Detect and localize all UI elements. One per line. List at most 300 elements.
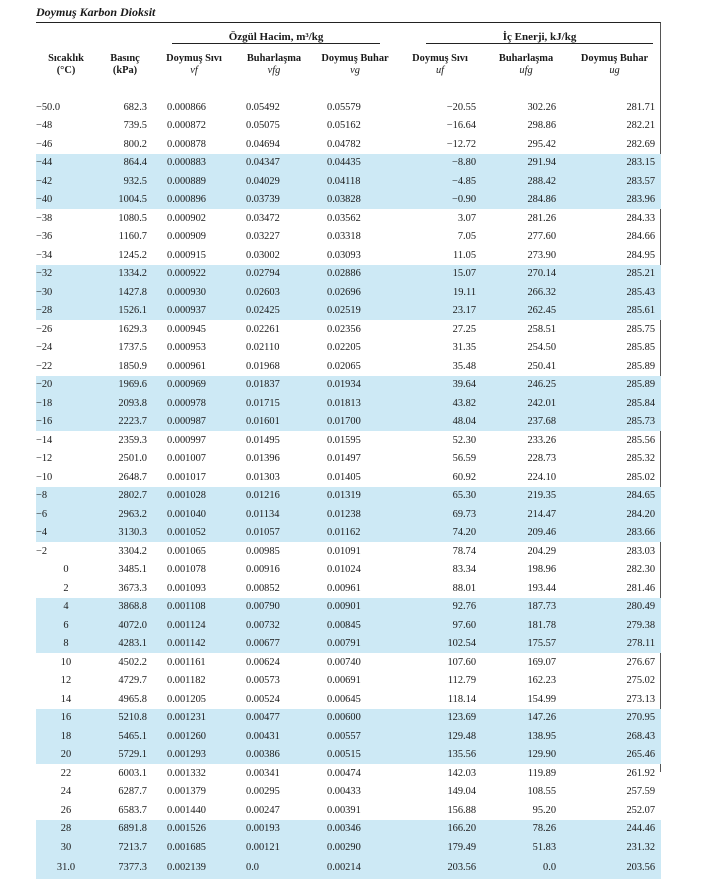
- table-cell: 123.69: [396, 709, 484, 728]
- table-cell: 23.17: [396, 302, 484, 321]
- table-cell: −8: [36, 487, 96, 506]
- table-cell: 298.86: [527, 120, 557, 132]
- table-row: [36, 265, 661, 284]
- table-cell: 0.01497: [327, 453, 361, 465]
- table-cell: 285.32: [626, 453, 656, 465]
- table-cell: 0.02603: [234, 283, 314, 302]
- table-cell: 739.5: [123, 120, 147, 132]
- table-cell: −20: [36, 376, 96, 395]
- table-cell: 4: [36, 598, 96, 617]
- table-cell: 7.05: [457, 231, 477, 243]
- table-cell: 16: [36, 709, 96, 728]
- table-cell: 273.90: [527, 249, 557, 261]
- table-cell: 204.29: [527, 545, 557, 557]
- table-cell: 0.000902: [167, 212, 206, 224]
- table-cell: 0.04435: [314, 154, 396, 173]
- table-cell: 3130.3: [96, 524, 154, 543]
- table-cell: 0.00790: [234, 598, 314, 617]
- table-cell: 1737.5: [118, 342, 147, 354]
- table-cell: 1080.5: [118, 212, 147, 224]
- table-row: [36, 283, 661, 302]
- table-cell: 0.00740: [327, 656, 361, 668]
- table-cell: −30: [36, 283, 96, 302]
- table-cell: 228.73: [527, 453, 557, 465]
- table-cell: 5729.1: [96, 746, 154, 765]
- table-cell: 285.61: [568, 302, 661, 321]
- table-cell: 0.02110: [246, 342, 280, 354]
- table-cell: 0.00852: [246, 582, 280, 594]
- table-row: [36, 635, 661, 654]
- table-cell: 0.00121: [234, 838, 314, 857]
- table-cell: 187.73: [484, 598, 568, 617]
- table-cell: −18: [36, 394, 96, 413]
- table-row: [36, 154, 661, 173]
- table-cell: 231.32: [568, 838, 661, 857]
- table-cell: 0.001124: [154, 616, 234, 635]
- table-cell: 0.00600: [314, 709, 396, 728]
- table-cell: 932.5: [96, 172, 154, 191]
- table-cell: 284.86: [484, 191, 568, 210]
- table-cell: 0.000969: [154, 376, 234, 395]
- table-cell: 0.01303: [246, 471, 280, 483]
- col-header-ug: Doymuş Buhar ug: [580, 53, 649, 76]
- table-cell: 285.84: [568, 394, 661, 413]
- table-row: [36, 505, 661, 524]
- col-header-pressure: Basınç (kPa): [110, 53, 140, 76]
- table-cell: 283.66: [568, 524, 661, 543]
- table-cell: 166.20: [396, 820, 484, 839]
- table-cell: 43.82: [396, 394, 484, 413]
- col-header-temperature: Sıcaklık (°C): [48, 53, 84, 76]
- table-cell: 262.45: [484, 302, 568, 321]
- table-cell: 0.000945: [167, 323, 206, 335]
- table-cell: −34: [36, 249, 53, 261]
- table-cell: 102.54: [396, 635, 484, 654]
- table-cell: 0.02261: [246, 323, 280, 335]
- table-cell: 147.26: [484, 709, 568, 728]
- table-cell: 108.55: [527, 786, 557, 798]
- table-cell: 4502.2: [118, 656, 147, 668]
- table-cell: 30: [36, 838, 96, 857]
- table-cell: 2223.7: [96, 413, 154, 432]
- table-cell: 97.60: [396, 616, 484, 635]
- table-cell: 0.001093: [167, 582, 206, 594]
- table-cell: 1160.7: [118, 231, 147, 243]
- table-cell: 0.001685: [154, 838, 234, 857]
- table-cell: 279.38: [568, 616, 661, 635]
- table-cell: 3868.8: [96, 598, 154, 617]
- table-cell: 219.35: [484, 487, 568, 506]
- table-cell: 0.03318: [327, 231, 361, 243]
- table-cell: 250.41: [527, 360, 557, 372]
- table-row: [36, 690, 661, 709]
- table-cell: 0.00433: [327, 786, 361, 798]
- table-cell: 0.001040: [154, 505, 234, 524]
- table-cell: 0.001142: [154, 635, 234, 654]
- table-cell: 48.04: [396, 413, 484, 432]
- table-cell: 1334.2: [96, 265, 154, 284]
- table-row: [36, 579, 661, 598]
- table-cell: 284.20: [568, 505, 661, 524]
- table-cell: 0.01700: [314, 413, 396, 432]
- group-header-energy: İç Enerji, kJ/kg: [426, 31, 653, 44]
- table-cell: 244.46: [568, 820, 661, 839]
- table-cell: 119.89: [527, 767, 557, 779]
- table-cell: 0.02519: [314, 302, 396, 321]
- table-cell: 0: [63, 564, 69, 576]
- table-cell: 39.64: [396, 376, 484, 395]
- table-cell: 0.04347: [234, 154, 314, 173]
- table-cell: 20: [36, 746, 96, 765]
- table-cell: 284.95: [626, 249, 656, 261]
- table-cell: 6287.7: [118, 786, 147, 798]
- table-cell: 283.96: [568, 191, 661, 210]
- table-cell: 5210.8: [96, 709, 154, 728]
- table-cell: 1245.2: [118, 249, 147, 261]
- table-cell: 0.001017: [167, 471, 206, 483]
- table-cell: 92.76: [396, 598, 484, 617]
- table-cell: 7377.3: [96, 857, 154, 879]
- table-row: [36, 413, 661, 432]
- table-cell: 0.000883: [154, 154, 234, 173]
- table-row: [36, 838, 661, 857]
- table-cell: 0.00845: [314, 616, 396, 635]
- table-cell: 0.03093: [327, 249, 361, 261]
- table-cell: 0.03739: [234, 191, 314, 210]
- table-row: [36, 320, 661, 339]
- table-cell: 0.02696: [314, 283, 396, 302]
- table-cell: 273.13: [626, 693, 656, 705]
- table-cell: 193.44: [527, 582, 557, 594]
- table-cell: 0.00477: [234, 709, 314, 728]
- table-row: [36, 117, 661, 136]
- table-row: [36, 302, 661, 321]
- table-cell: 0.000961: [167, 360, 206, 372]
- table-cell: 1004.5: [96, 191, 154, 210]
- table-cell: −32: [36, 265, 96, 284]
- table-cell: 285.21: [568, 265, 661, 284]
- table-cell: 31.35: [452, 342, 477, 354]
- table-cell: 8: [36, 635, 96, 654]
- table-cell: 0.01057: [234, 524, 314, 543]
- table-cell: 0.00677: [234, 635, 314, 654]
- table-cell: 285.75: [626, 323, 656, 335]
- table-cell: 252.07: [626, 804, 656, 816]
- col-header-vfg: Buharlaşma vfg: [246, 53, 302, 76]
- group-header-volume: Özgül Hacim, m³/kg: [172, 31, 380, 44]
- table-cell: 6891.8: [96, 820, 154, 839]
- table-cell: 4072.0: [96, 616, 154, 635]
- table-cell: 0.001028: [154, 487, 234, 506]
- table-cell: 0.0: [484, 857, 568, 879]
- table-cell: 0.00691: [327, 675, 361, 687]
- table-cell: −40: [36, 191, 96, 210]
- table-cell: 0.03472: [246, 212, 280, 224]
- table-cell: 265.46: [568, 746, 661, 765]
- table-cell: 281.71: [626, 101, 656, 113]
- table-cell: 0.00290: [314, 838, 396, 857]
- table-cell: 142.03: [447, 767, 477, 779]
- table-cell: 800.2: [123, 138, 147, 150]
- table-row: [36, 339, 661, 358]
- table-cell: 285.02: [626, 471, 656, 483]
- table-cell: 1526.1: [96, 302, 154, 321]
- table-cell: 0.0: [234, 857, 314, 879]
- table-cell: 0.00791: [314, 635, 396, 654]
- table-cell: 0.000997: [167, 434, 206, 446]
- table-cell: 0.02886: [314, 265, 396, 284]
- table-cell: 56.59: [452, 453, 477, 465]
- table-cell: 129.90: [484, 746, 568, 765]
- table-row: [36, 764, 661, 783]
- table-cell: 0.01813: [314, 394, 396, 413]
- table-cell: 2359.3: [118, 434, 147, 446]
- table-cell: 0.01495: [246, 434, 280, 446]
- table-cell: 0.00985: [246, 545, 280, 557]
- table-cell: 69.73: [396, 505, 484, 524]
- table-cell: 0.05162: [327, 120, 361, 132]
- table-cell: 78.74: [452, 545, 477, 557]
- table-cell: −12.72: [446, 138, 477, 150]
- table-cell: 0.001161: [167, 656, 206, 668]
- table-cell: 0.00624: [246, 656, 280, 668]
- table-cell: 1629.3: [118, 323, 147, 335]
- table-cell: 288.42: [484, 172, 568, 191]
- table-cell: 237.68: [484, 413, 568, 432]
- table-cell: −4.85: [396, 172, 484, 191]
- table-cell: 11.05: [453, 249, 477, 261]
- table-cell: −8.80: [396, 154, 484, 173]
- table-cell: −12: [36, 453, 53, 465]
- table-cell: 0.04029: [234, 172, 314, 191]
- table-cell: 0.000953: [167, 342, 206, 354]
- table-cell: 282.69: [626, 138, 656, 150]
- table-cell: 83.34: [452, 564, 477, 576]
- col-header-uf: Doymuş Sıvı uf: [412, 53, 468, 76]
- table-cell: 88.01: [452, 582, 477, 594]
- table-row: [36, 542, 661, 561]
- table-cell: 270.95: [568, 709, 661, 728]
- table-cell: 0.001293: [154, 746, 234, 765]
- table-cell: 0.000915: [167, 249, 206, 261]
- table-cell: 31.0: [36, 857, 96, 879]
- table-cell: 154.99: [527, 693, 557, 705]
- table-cell: −24: [36, 342, 53, 354]
- table-cell: 1969.6: [96, 376, 154, 395]
- table-cell: 4283.1: [96, 635, 154, 654]
- table-cell: 0.01396: [246, 453, 280, 465]
- table-cell: 0.01091: [327, 545, 361, 557]
- table-cell: 203.56: [396, 857, 484, 879]
- table-cell: 0.00386: [234, 746, 314, 765]
- table-cell: 19.11: [396, 283, 484, 302]
- table-cell: 0.00431: [234, 727, 314, 746]
- table-cell: 74.20: [396, 524, 484, 543]
- table-row: [36, 246, 661, 265]
- table-cell: 6003.1: [118, 767, 147, 779]
- table-cell: 0.001379: [167, 786, 206, 798]
- table-cell: 0.02205: [327, 342, 361, 354]
- table-cell: −48: [36, 120, 53, 132]
- table-cell: 175.57: [484, 635, 568, 654]
- table-cell: 95.20: [532, 804, 557, 816]
- table-cell: 3304.2: [118, 545, 147, 557]
- table-cell: 277.60: [527, 231, 557, 243]
- table-cell: 0.001007: [167, 453, 206, 465]
- table-cell: 135.56: [396, 746, 484, 765]
- table-row: [36, 394, 661, 413]
- table-cell: 284.65: [568, 487, 661, 506]
- table-cell: 233.26: [527, 434, 557, 446]
- table-cell: 0.03227: [246, 231, 280, 243]
- table-cell: 270.14: [484, 265, 568, 284]
- table-cell: 107.60: [447, 656, 477, 668]
- table-cell: 0.00557: [314, 727, 396, 746]
- table-cell: 224.10: [527, 471, 557, 483]
- table-cell: 285.89: [568, 376, 661, 395]
- table-cell: 0.00732: [234, 616, 314, 635]
- table-cell: −28: [36, 302, 96, 321]
- table-cell: 6583.7: [118, 804, 147, 816]
- table-cell: 266.32: [484, 283, 568, 302]
- table-cell: −26: [36, 323, 53, 335]
- table-cell: 35.48: [452, 360, 477, 372]
- table-cell: 0.000896: [154, 191, 234, 210]
- col-header-ufg: Buharlaşma ufg: [498, 53, 554, 76]
- table-cell: 280.49: [568, 598, 661, 617]
- table-cell: 0.001108: [154, 598, 234, 617]
- table-cell: 283.03: [626, 545, 656, 557]
- table-row: [36, 672, 661, 691]
- table-cell: 246.25: [484, 376, 568, 395]
- table-cell: 3.07: [457, 212, 477, 224]
- table-row: [36, 783, 661, 802]
- table-cell: 0.001260: [154, 727, 234, 746]
- col-header-vg: Doymuş Buhar vg: [321, 53, 389, 76]
- table-cell: 52.30: [452, 434, 477, 446]
- table-row: [36, 598, 661, 617]
- table-row: [36, 709, 661, 728]
- table-cell: 0.01837: [234, 376, 314, 395]
- table-cell: 5465.1: [96, 727, 154, 746]
- table-cell: 864.4: [96, 154, 154, 173]
- table-row: [36, 820, 661, 839]
- table-cell: 149.04: [447, 786, 477, 798]
- table-cell: 0.001052: [154, 524, 234, 543]
- table-cell: 282.21: [626, 120, 656, 132]
- table-cell: 169.07: [527, 656, 557, 668]
- table-row: [36, 209, 661, 228]
- table-body: [36, 93, 661, 879]
- table-cell: 0.00247: [246, 804, 280, 816]
- table-cell: 0.05492: [246, 101, 280, 113]
- table-cell: 0.00573: [246, 675, 280, 687]
- table-cell: 112.79: [447, 675, 477, 687]
- table-cell: 2501.0: [118, 453, 147, 465]
- table-row: [36, 357, 661, 376]
- table-cell: 258.51: [527, 323, 557, 335]
- table-cell: 682.3: [123, 101, 147, 113]
- table-cell: 0.000889: [154, 172, 234, 191]
- saturated-co2-table: [36, 22, 661, 879]
- table-cell: 162.23: [527, 675, 557, 687]
- table-cell: 302.26: [527, 101, 557, 113]
- table-cell: 0.000872: [167, 120, 206, 132]
- table-cell: 0.01595: [327, 434, 361, 446]
- table-cell: 0.000866: [167, 101, 206, 113]
- table-cell: 0.001231: [154, 709, 234, 728]
- col-header-vf: Doymuş Sıvı vf: [166, 53, 222, 76]
- table-cell: 24: [60, 786, 72, 798]
- table-cell: 10: [60, 656, 72, 668]
- table-cell: 285.56: [626, 434, 656, 446]
- table-cell: 257.59: [626, 786, 656, 798]
- table-cell: 0.00295: [246, 786, 280, 798]
- table-cell: 285.43: [568, 283, 661, 302]
- table-cell: 285.73: [568, 413, 661, 432]
- table-cell: −20.55: [446, 101, 477, 113]
- table-cell: −16.64: [446, 120, 477, 132]
- table-cell: 2: [63, 582, 69, 594]
- table-cell: 2802.7: [96, 487, 154, 506]
- table-cell: 1427.8: [96, 283, 154, 302]
- table-cell: −44: [36, 154, 96, 173]
- table-cell: 0.01216: [234, 487, 314, 506]
- table-cell: 4729.7: [118, 675, 147, 687]
- table-cell: 0.01238: [314, 505, 396, 524]
- table-row: [36, 172, 661, 191]
- table-cell: −2: [36, 545, 48, 557]
- table-cell: 1850.9: [118, 360, 147, 372]
- table-cell: −42: [36, 172, 96, 191]
- table-cell: 283.15: [568, 154, 661, 173]
- table-cell: −10: [36, 471, 53, 483]
- table-row: [36, 746, 661, 765]
- table-cell: 7213.7: [96, 838, 154, 857]
- table-cell: 0.00214: [314, 857, 396, 879]
- table-cell: 22: [60, 767, 72, 779]
- table-cell: 0.000922: [154, 265, 234, 284]
- table-cell: 27.25: [452, 323, 477, 335]
- table-cell: 0.01405: [327, 471, 361, 483]
- table-cell: 78.26: [484, 820, 568, 839]
- table-cell: 0.04782: [327, 138, 361, 150]
- table-cell: 2963.2: [96, 505, 154, 524]
- table-cell: 6: [36, 616, 96, 635]
- table-cell: 3485.1: [118, 564, 147, 576]
- table-cell: 268.43: [568, 727, 661, 746]
- table-cell: −4: [36, 524, 96, 543]
- table-cell: 198.96: [527, 564, 557, 576]
- table-cell: 60.92: [452, 471, 477, 483]
- table-row: [36, 468, 661, 487]
- table-cell: 0.02356: [327, 323, 361, 335]
- table-row: [36, 616, 661, 635]
- table-cell: 0.04118: [314, 172, 396, 191]
- table-cell: 0.00524: [246, 693, 280, 705]
- table-row: [36, 561, 661, 580]
- table-cell: 0.03002: [246, 249, 280, 261]
- table-cell: 138.95: [484, 727, 568, 746]
- table-cell: 0.00515: [314, 746, 396, 765]
- table-cell: −14: [36, 434, 53, 446]
- table-cell: 2093.8: [96, 394, 154, 413]
- table-cell: 203.56: [568, 857, 661, 879]
- table-cell: 209.46: [484, 524, 568, 543]
- table-cell: 118.14: [447, 693, 477, 705]
- table-cell: 0.00193: [234, 820, 314, 839]
- table-cell: 0.001182: [167, 675, 206, 687]
